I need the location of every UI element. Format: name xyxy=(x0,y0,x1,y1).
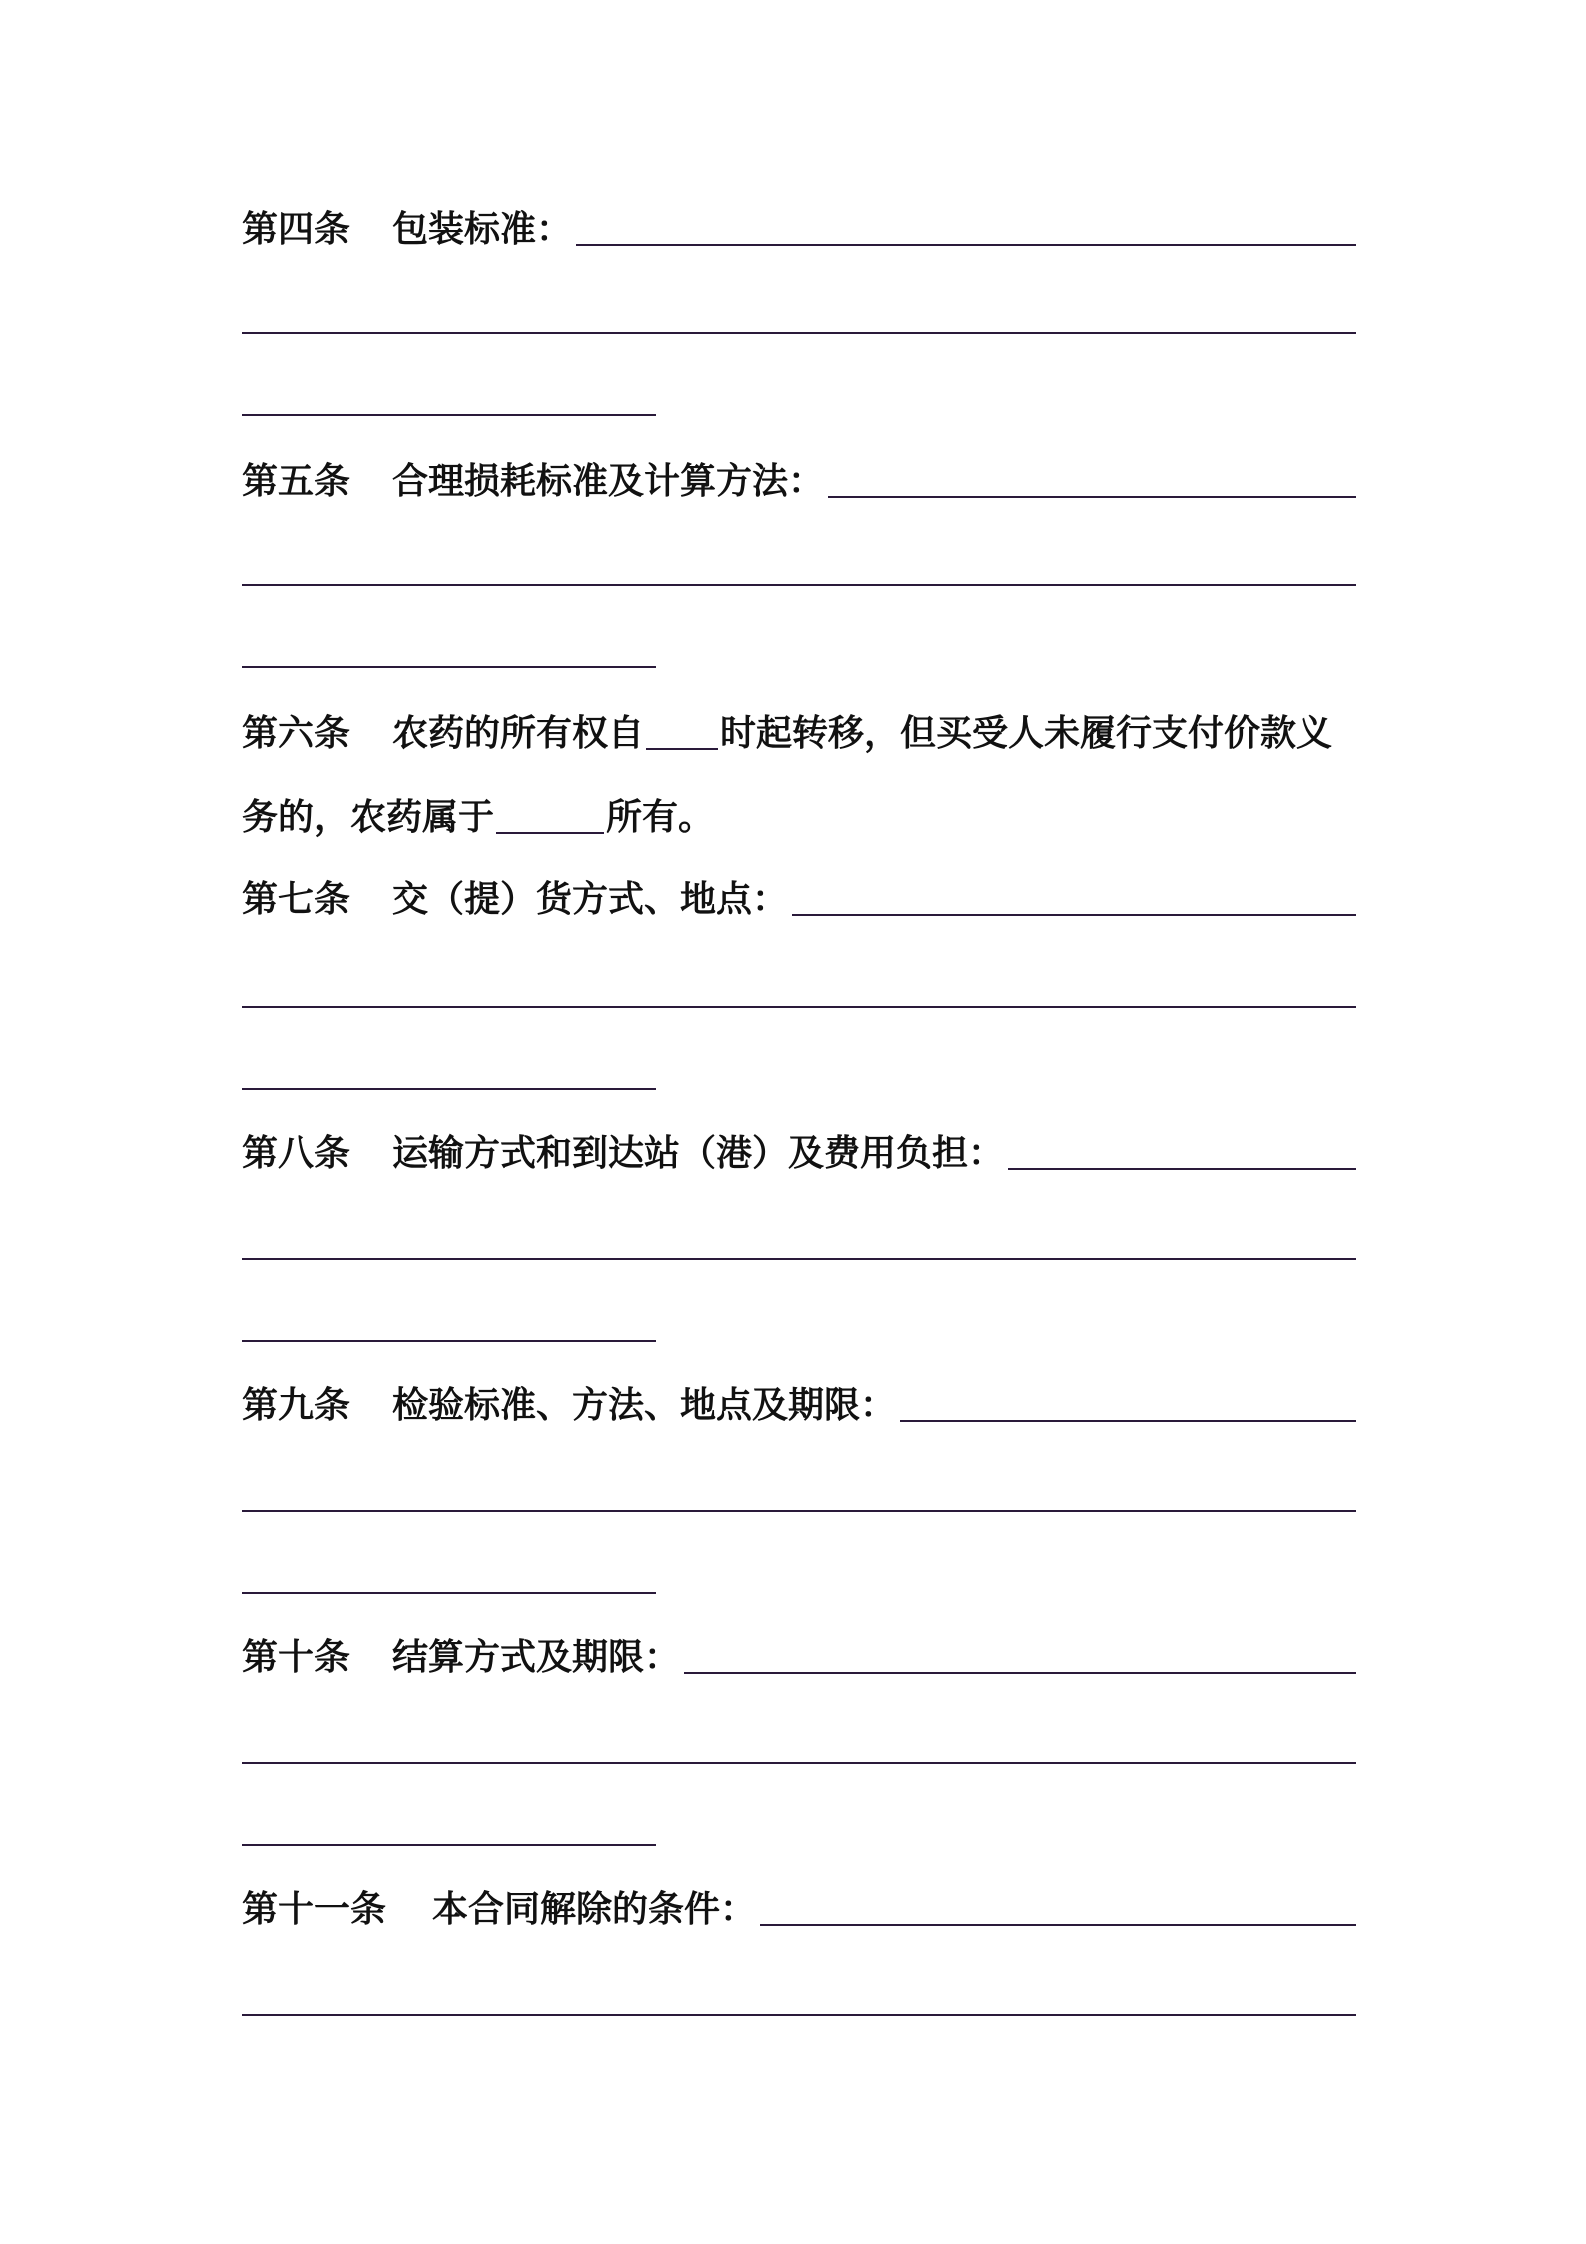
fill-blank[interactable] xyxy=(900,1420,1356,1422)
fill-blank-full[interactable] xyxy=(242,1762,1356,1764)
fill-blank-short[interactable] xyxy=(242,666,656,668)
article-text: 农药的所有权自 xyxy=(392,713,645,754)
fill-blank-short[interactable] xyxy=(242,414,656,416)
article-number: 第四条 xyxy=(242,209,351,250)
fill-blank[interactable] xyxy=(792,914,1356,916)
article-title: 本合同解除的条件： xyxy=(432,1889,757,1930)
fill-blank-full[interactable] xyxy=(242,584,1356,586)
fill-blank-short[interactable] xyxy=(242,1340,656,1342)
article-number: 第七条 xyxy=(242,879,351,920)
article-title: 运输方式和到达站（港）及费用负担： xyxy=(392,1133,1005,1174)
article-8-line xyxy=(242,1116,1356,1176)
article-title: 包装标准： xyxy=(392,209,573,250)
fill-blank-short[interactable] xyxy=(242,1592,656,1594)
fill-blank[interactable] xyxy=(828,496,1356,498)
article-number: 第八条 xyxy=(242,1133,351,1174)
fill-blank-full[interactable] xyxy=(242,1258,1356,1260)
fill-blank-short[interactable] xyxy=(242,1088,656,1090)
article-number: 第六条 xyxy=(242,713,351,754)
fill-blank-full[interactable] xyxy=(242,332,1356,334)
article-number: 第十一条 xyxy=(242,1889,387,1930)
fill-blank-inline[interactable] xyxy=(496,832,604,834)
article-10-line xyxy=(242,1620,1356,1680)
article-4-line xyxy=(242,192,1356,252)
article-6-line-2 xyxy=(242,780,1356,840)
fill-blank[interactable] xyxy=(1008,1168,1356,1170)
article-5-line xyxy=(242,444,1356,504)
fill-blank[interactable] xyxy=(760,1924,1356,1926)
article-title: 合理损耗标准及计算方法： xyxy=(392,461,825,502)
fill-blank[interactable] xyxy=(576,244,1356,246)
article-title: 检验标准、方法、地点及期限： xyxy=(392,1385,897,1426)
fill-blank-inline[interactable] xyxy=(646,748,718,750)
article-11-line xyxy=(242,1872,1356,1932)
article-9-line xyxy=(242,1368,1356,1428)
article-text: 务的，农药属于 xyxy=(242,797,495,838)
fill-blank[interactable] xyxy=(684,1672,1356,1674)
article-7-line xyxy=(242,862,1356,922)
fill-blank-short[interactable] xyxy=(242,1844,656,1846)
fill-blank-full[interactable] xyxy=(242,1006,1356,1008)
article-title: 结算方式及期限： xyxy=(392,1637,681,1678)
article-number: 第九条 xyxy=(242,1385,351,1426)
fill-blank-full[interactable] xyxy=(242,1510,1356,1512)
article-text: 时起转移，但买受人未履行支付价款义 xyxy=(720,713,1333,754)
article-6-line xyxy=(242,696,1356,756)
article-number: 第十条 xyxy=(242,1637,351,1678)
article-text: 所有。 xyxy=(606,797,715,838)
article-title: 交（提）货方式、地点： xyxy=(392,879,789,920)
article-number: 第五条 xyxy=(242,461,351,502)
fill-blank-full[interactable] xyxy=(242,2014,1356,2016)
